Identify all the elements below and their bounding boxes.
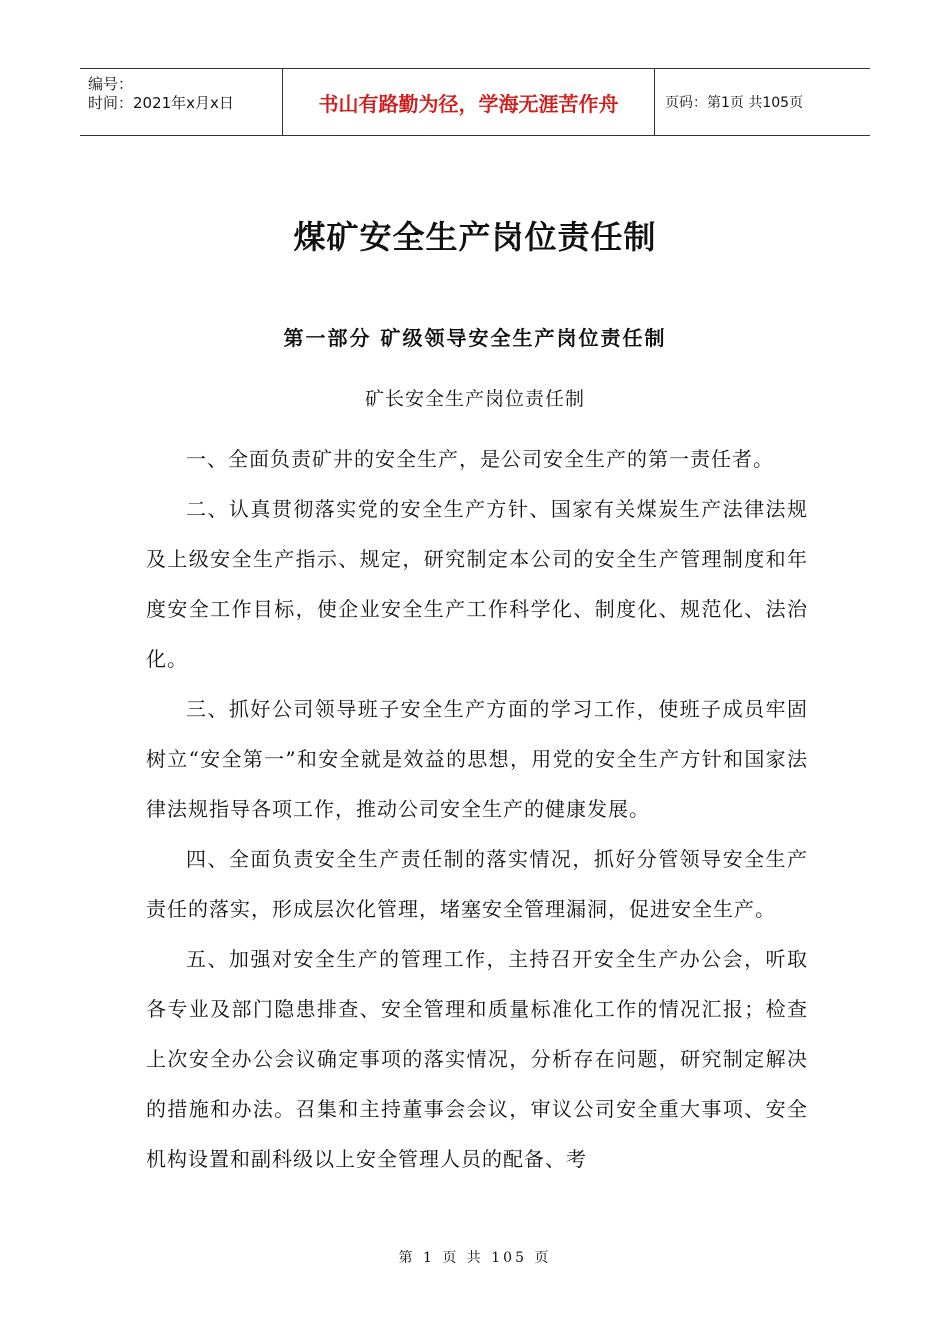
- header-page-label: 页码：第1页 共105页: [665, 95, 804, 111]
- section-title: 矿长安全生产岗位责任制: [364, 388, 585, 410]
- paragraph: 五、加强对安全生产的管理工作，主持召开安全生产办公会，听取各专业及部门隐患排查、安全管理和质量标准化工作的情况汇报；检查上次安全办公会议确定事项的落实情况，分析存在问题，研究制定解决的措施和办法。召集和主持董事会会议，审议公司安全重大事项、安全机构设置和副科级以上安全管理人员的配备、考: [146, 947, 808, 1171]
- header-motto: 书山有路勤为径，学海无涯苦作舟: [282, 69, 655, 135]
- paragraph: 四、全面负责安全生产责任制的落实情况，抓好分管领导安全生产责任的落实，形成层次化管理，堵塞安全管理漏洞，促进安全生产。: [146, 847, 808, 921]
- document-title: 煤矿安全生产岗位责任制: [293, 218, 657, 256]
- page-header: [80, 68, 870, 136]
- part-title: 第一部分 矿级领导安全生产岗位责任制: [283, 326, 667, 350]
- document-body: [146, 434, 808, 1184]
- document-time-label: 时间：2021年x月x日: [88, 94, 234, 112]
- header-meta: [80, 69, 282, 135]
- paragraph: 一、全面负责矿井的安全生产，是公司安全生产的第一责任者。: [186, 447, 774, 471]
- paragraph: 三、抓好公司领导班子安全生产方面的学习工作，使班子成员牢固树立“安全第一”和安全就是效益的思想，用党的安全生产方针和国家法律法规指导各项工作，推动公司安全生产的健康发展。: [146, 697, 808, 821]
- document-number-label: 编号：: [88, 75, 134, 93]
- page-footer: 第 1 页 共 105 页: [398, 1250, 552, 1266]
- paragraph: 二、认真贯彻落实党的安全生产方针、国家有关煤炭生产法律法规及上级安全生产指示、规定，研究制定本公司的安全生产管理制度和年度安全工作目标，使企业安全生产工作科学化、制度化、规范化、法治化。: [146, 497, 808, 671]
